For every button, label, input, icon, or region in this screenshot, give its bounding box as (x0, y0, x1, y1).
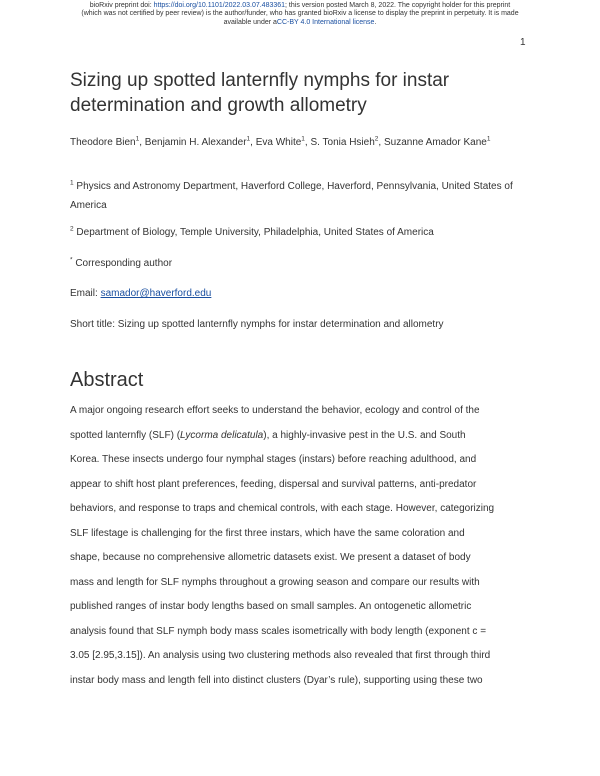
abstract-line (70, 424, 535, 449)
abstract-line: 3.05 [2.95,3.15]). An analysis using two clustering methods also revealed that first through third (70, 650, 491, 661)
email-label: Email: (70, 288, 98, 299)
affiliation-mark: 2 (70, 225, 74, 233)
license-prefix: available under a (223, 18, 277, 26)
abstract-line: Korea. These insects undergo four nymphal stages (instars) before reaching adulthood, and (70, 454, 477, 465)
author-name: Benjamin H. Alexander (144, 137, 247, 148)
author-affiliation-mark: 1 (301, 135, 305, 143)
author-affiliation-mark: 1 (246, 135, 251, 143)
affiliation-mark: 1 (70, 179, 74, 187)
abstract-line: SLF lifestage is challenging for the first three instars, which have the same coloration and (70, 527, 465, 539)
preprint-posted-text: ; this version posted March 8, 2022. The copyright holder for this preprint (285, 2, 511, 9)
paper-title: Sizing up spotted lanternfly nymphs for instar determination and growth allometry (70, 70, 450, 116)
short-title: Short title: Sizing up spotted lanternfly nymphs for instar determination and allometry (70, 319, 444, 330)
author-affiliation-mark: 1 (486, 135, 491, 143)
author-list: Theodore Bien$^1$, Benjamin H. Alexander$^1$, Eva White$^1$, S. Tonia Hsieh$^2$, Suzanne Amador Kane$^1$ (70, 135, 491, 148)
abstract-line: published ranges of instar body lengths based on small samples. An ontogenetic allometric (70, 601, 472, 612)
abstract-line: appear to shift host plant preferences, feeding, dispersal and survival patterns, anti-predator (70, 478, 477, 490)
preprint-header-line3 (40, 19, 560, 27)
abstract-line: analysis found that SLF nymph body mass scales isometrically with body length (exponent c = (70, 625, 487, 637)
page-number: 1 (520, 37, 526, 48)
corresponding-author-note (70, 257, 540, 271)
abstract-text: spotted lanternfly (SLF) ( (70, 429, 181, 441)
author-name: S. Tonia Hsieh (310, 137, 375, 148)
abstract-text: ), a highly-invasive pest in the U.S. and South (263, 429, 466, 441)
doi-link[interactable]: https://doi.org/10.1101/2022.03.07.483361 (153, 2, 286, 9)
species-name: Lycorma delicatula (180, 429, 264, 441)
preprint-header-line2: (which was not certified by peer review) is the author/funder, who has granted bioRxiv a license to display the preprint in perpetuity. It is made (81, 10, 519, 18)
author-affiliation-mark: 1 (135, 135, 140, 143)
preprint-header-line1 (40, 2, 560, 10)
author-name: Suzanne Amador Kane (383, 137, 487, 148)
abstract-line: mass and length for SLF nymphs throughout a growing season and compare our results with (70, 576, 480, 588)
affiliation-1 (70, 177, 540, 215)
corresponding-text: Corresponding author (75, 258, 173, 269)
license-suffix: . (374, 18, 377, 26)
abstract-line: behaviors, and response to traps and chemical controls, with each stage. However, categorizing (70, 503, 495, 514)
corresponding-mark: * (70, 256, 73, 264)
author-name: Theodore Bien (70, 137, 136, 148)
abstract-line: shape, because no comprehensive allometric datasets exist. We present a dataset of body (70, 552, 471, 563)
affiliation-text: Physics and Astronomy Department, Haverford College, Haverford, Pennsylvania, United States of America (70, 181, 513, 211)
email-link[interactable]: samador@haverford.edu (100, 288, 212, 299)
affiliation-2 (70, 226, 540, 240)
abstract-body (70, 399, 535, 693)
license-link[interactable]: CC-BY 4.0 International license (276, 18, 375, 26)
affiliation-text: Department of Biology, Temple University, Philadelphia, United States of America (76, 227, 434, 238)
email-line (70, 287, 540, 301)
preprint-doi-label: bioRxiv preprint doi: (89, 2, 154, 9)
abstract-heading: Abstract (70, 369, 144, 391)
author-name: Eva White (255, 137, 302, 148)
abstract-line: A major ongoing research effort seeks to understand the behavior, ecology and control of the (70, 405, 480, 416)
author-affiliation-mark: 2 (374, 135, 379, 143)
preprint-header (40, 2, 560, 27)
abstract-line: instar body mass and length fell into distinct clusters (Dyar’s rule), supporting using these two (70, 674, 483, 686)
